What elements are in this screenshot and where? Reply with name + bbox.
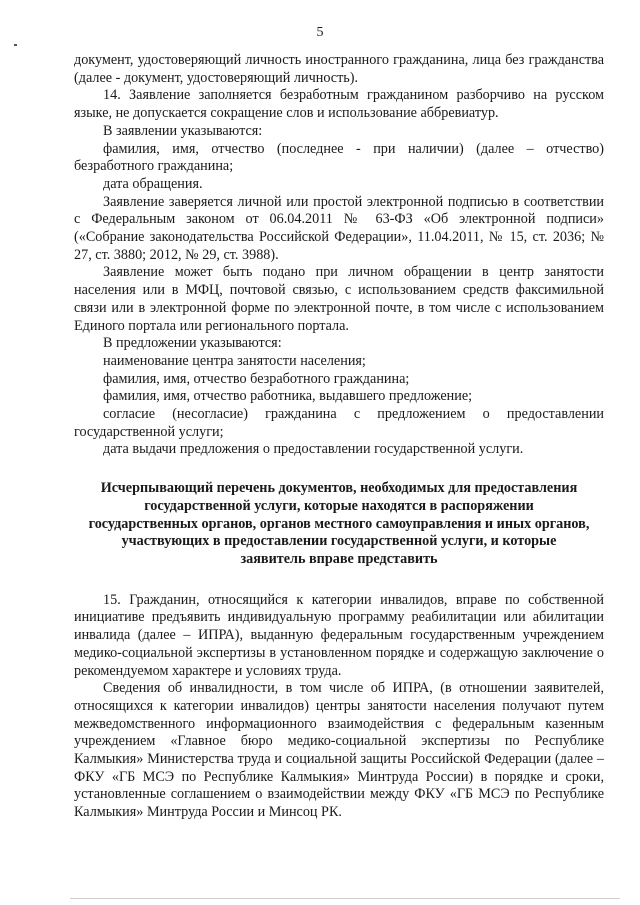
list-item-consent: согласие (несогласие) гражданина с предложением о предоставлении государственной услуги; [74,406,604,440]
section-heading: Исчерпывающий перечень документов, необходимых для предоставления государственной услуги, которые находятся в распоряжении государственных органов, органов местного самоуправления и иных органов, участвующих в предоставлении государственной услуги, и которые заявитель вправе представить [88,480,590,567]
list-item-full-name: фамилия, имя, отчество (последнее - при наличии) (далее – отчество) безработного гражданина; [74,140,604,175]
paragraph-disability-info: Сведения об инвалидности, в том числе об ИПРА, (в отношении заявителей, относящихся к категории инвалидов) центры занятости населения получают путем межведомственного информационного взаимодействия с федеральным казенным учреждением «Главное бюро медико-социальной экспертизы по Республике Калмыкия» Министерства труда и социальной защиты Российской Федерации (далее – ФКУ «ГБ МСЭ по Республике Калмыкия» Минтруда России) в порядке и сроки, установленные соглашением о взаимодействии между ФКУ «ГБ МСЭ по Республике Калмыкия» Минтруда России и Минсоц РК. [74,680,604,821]
page-number: 5 [316,25,324,40]
page-bottom-edge [70,898,620,899]
list-item-employee-name: фамилия, имя, отчество работника, выдавшего предложение; [103,388,473,405]
list-item-citizen-name: фамилия, имя, отчество безработного гражданина; [103,370,410,387]
paragraph-offer-contents-intro: В предложении указываются: [103,335,282,352]
list-item-issue-date: дата выдачи предложения о предоставлении государственной услуги. [103,441,524,458]
scan-speck [14,44,17,46]
paragraph-application-contents-intro: В заявлении указываются: [103,122,263,139]
paragraph-item-14: 14. Заявление заполняется безработным гражданином разборчиво на русском языке, не допускается сокращение слов и использование аббревиатур. [74,87,604,122]
paragraph-continuation: документ, удостоверяющий личность иностранного гражданина, лица без гражданства (далее - документ, удостоверяющий личность). [74,52,604,86]
spacer [74,569,604,592]
list-item-date: дата обращения. [103,175,203,192]
paragraph-signature: Заявление заверяется личной или простой электронной подписью в соответствии с Федеральным законом от 06.04.2011 № 63-ФЗ «Об электронной подписи» («Собрание законодательства Российской Федерации», 11.04.2011, № 15, ст. 2036; № 27, ст. 3880; 2012, № 29, ст. 3988). [74,193,604,263]
document-body [74,52,604,822]
list-item-center-name: наименование центра занятости населения; [103,352,366,369]
paragraph-submission: Заявление может быть подано при личном обращении в центр занятости населения или в МФЦ, почтовой связью, с использованием средств факсимильной связи или в электронной форме по электронной почте, в том числе с использованием Единого портала или регионального портала. [74,264,604,334]
paragraph-item-15: 15. Гражданин, относящийся к категории инвалидов, вправе по собственной инициативе предъявить индивидуальную программу реабилитации или абилитации инвалида (далее – ИПРА), выданную федеральным государственным учреждением медико-социальной экспертизы в установленном порядке и содержащую заключение о рекомендуемом характере и условиях труда. [74,591,604,679]
